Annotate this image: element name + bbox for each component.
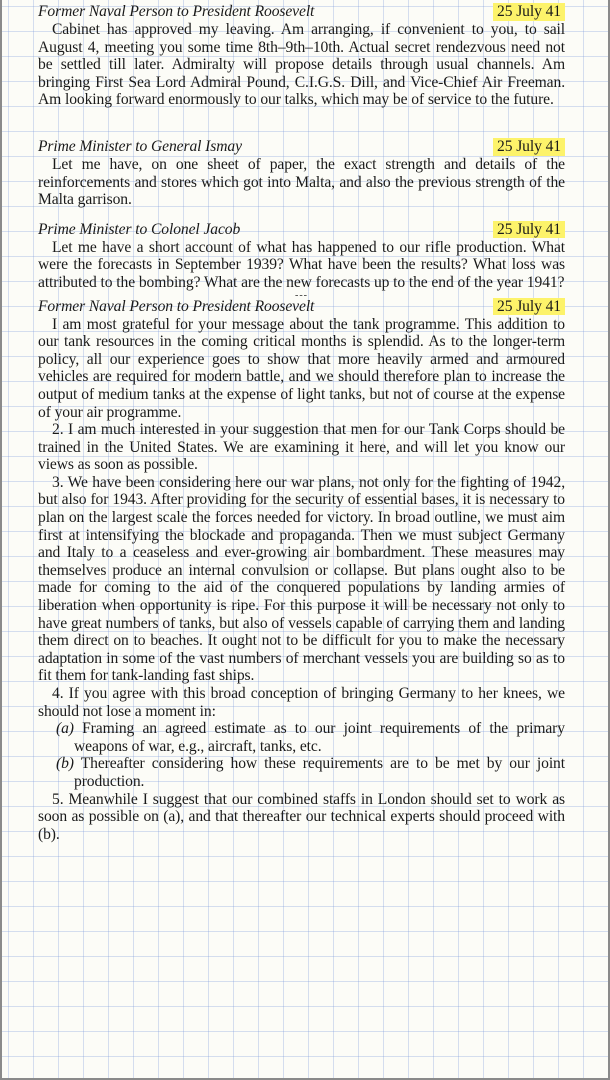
- memo-title: Former Naval Person to President Roosevelt: [38, 3, 315, 20]
- document-body: [38, 3, 565, 843]
- memo-jacob: [38, 221, 565, 292]
- memo-paragraph: I am most grateful for your message about the tank programme. This addition to our tank resources in the coming critical months is splendid. As to the longer-term policy, all our experience goes to show that more heavily armed and armoured vehicles are required for modern battle, and we should therefore plan to increase the output of medium tanks at the expense of light tanks, but not of course at the expense of your air programme.: [38, 315, 565, 421]
- subitem-text: Thereafter considering how these requirements are to be met by our joint production.: [74, 755, 565, 790]
- section-separator: ---: [295, 289, 308, 301]
- memo-roosevelt-2: [38, 298, 565, 844]
- subitem-label: (a): [56, 720, 74, 738]
- memo-paragraph: Let me have, on one sheet of paper, the exact strength and details of the reinforcements and stores which got into Malta, and also the previous strength of the Malta garrison.: [38, 155, 565, 209]
- memo-heading: [38, 138, 565, 156]
- memo-paragraph: 3. We have been considering here our war plans, not only for the fighting of 1942, but also for 1943. After providing for the security of essential bases, it is necessary to plan on the largest scale the forces needed for victory. In broad outline, we must aim first at intensifying the blockade and propaganda. Then we must subject Germany and Italy to a ceaseless and ever-growing air bombardment. These measures may themselves produce an internal convulsion or collapse. But plans ought also to be made for coming to the aid of the conquered populations by landing armies of liberation when opportunity is ripe. For this purpose it will be necessary not only to have great numbers of tanks, but also of vessels capable of carrying them and landing them direct on to beaches. It ought not to be difficult for you to make the necessary adaptation in some of the vast numbers of merchant vessels you are building so as to fit them for tank-landing fast ships.: [38, 473, 565, 685]
- subitem-label: (b): [56, 755, 74, 773]
- memo-heading: [38, 298, 565, 316]
- memo-paragraph: Cabinet has approved my leaving. Am arranging, if convenient to you, to sail August 4, meeting you some time 8th–9th–10th. Actual secret rendezvous need not be settled till later. Admiralty will propose details through usual channels. Am bringing First Sea Lord Admiral Pound, C.I.G.S. Dill, and Vice-Chief Air Freeman. Am looking forward enormously to our talks, which may be of service to the future.: [38, 21, 565, 109]
- subitem-text: Framing an agreed estimate as to our joint requirements of the primary weapons of war, e.g., aircraft, tanks, etc.: [74, 720, 565, 755]
- memo-title: Prime Minister to General Ismay: [38, 137, 242, 155]
- page-edge-left: [0, 0, 2, 1080]
- memo-subitem-b: [38, 755, 565, 790]
- memo-date-highlighted: 25 July 41: [493, 298, 565, 316]
- memo-closing-paragraph: 5. Meanwhile I suggest that our combined staffs in London should set to work as soon as possible on (a), and that thereafter our technical experts should proceed with (b).: [38, 790, 565, 843]
- memo-heading: [38, 221, 565, 239]
- memo-date-highlighted: 25 July 41: [493, 221, 565, 239]
- memo-paragraph: Let me have a short account of what has happened to our rifle production. What were the forecasts in September 1939? What have been the results? What loss was attributed to the bombing? What are the new forecasts up to the end of the year 1941?: [38, 238, 565, 291]
- memo-roosevelt-1: [38, 3, 565, 109]
- memo-heading: [38, 3, 565, 21]
- memo-title: Former Naval Person to President Roosevelt: [38, 297, 315, 315]
- memo-subitem-a: [38, 720, 565, 755]
- memo-date-highlighted: 25 July 41: [493, 138, 565, 156]
- memo-ismay: [38, 138, 565, 209]
- memo-title: Prime Minister to Colonel Jacob: [38, 220, 241, 238]
- memo-paragraph: 2. I am much interested in your suggestion that men for our Tank Corps should be trained in the United States. We are examining it here, and will let you know our views as soon as possible.: [38, 421, 565, 474]
- memo-paragraph: 4. If you agree with this broad conception of bringing Germany to her knees, we should not lose a moment in:: [38, 685, 565, 720]
- memo-date-highlighted: 25 July 41: [493, 3, 565, 21]
